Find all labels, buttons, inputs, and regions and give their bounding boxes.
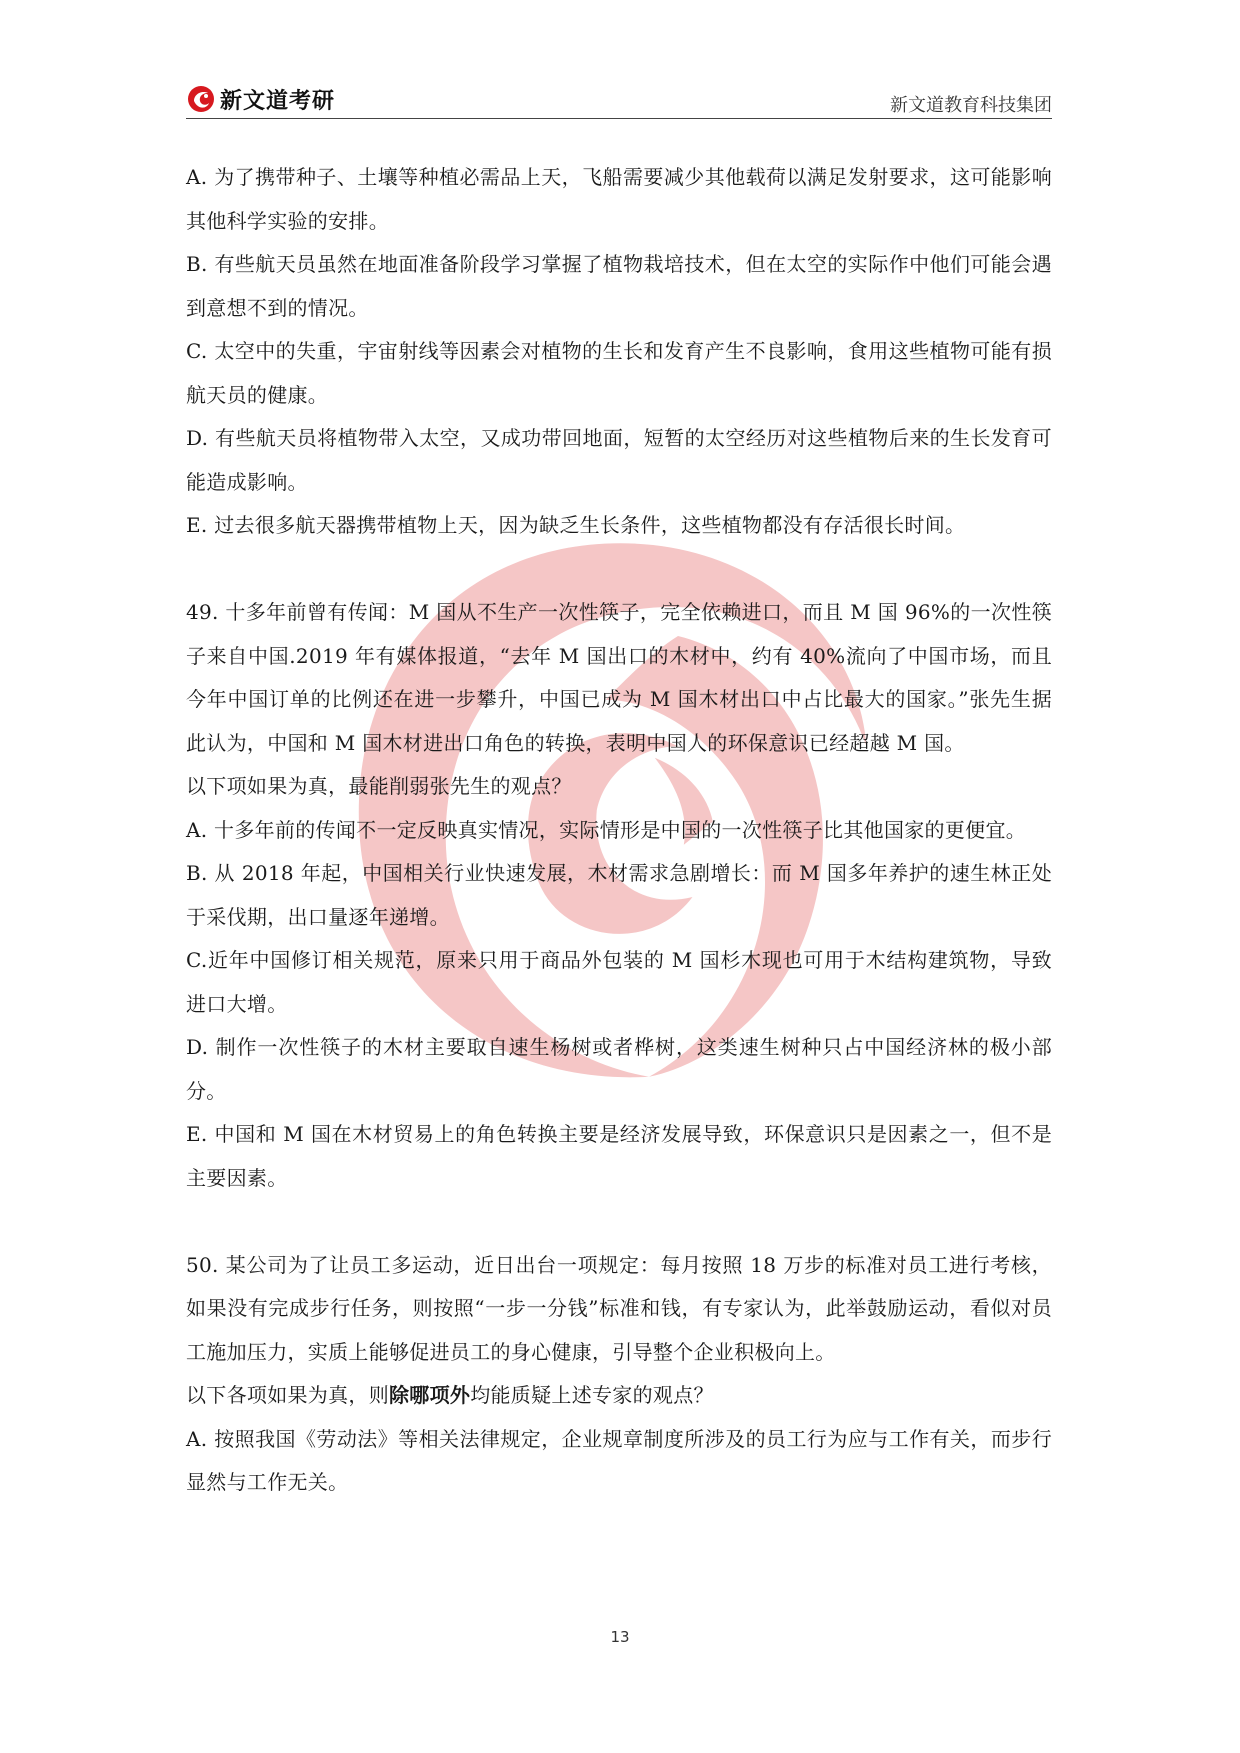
q48-option-e: E. 过去很多航天器携带植物上天，因为缺乏生长条件，这些植物都没有存活很长时间。: [186, 513, 966, 537]
q48-option-c: C. 太空中的失重，宇宙射线等因素会对植物的生长和发育产生不良影响，食用这些植物可能有损航天员的健康。: [186, 339, 1052, 407]
company-name: 新文道教育科技集团: [890, 95, 1052, 116]
q48-option-b: B. 有些航天员虽然在地面准备阶段学习掌握了植物栽培技术，但在太空的实际作中他们可能会遇到意想不到的情况。: [186, 252, 1052, 320]
page-number: 13: [610, 1628, 630, 1646]
q49-stem: 49. 十多年前曾有传闻：M 国从不生产一次性筷子，完全依赖进口，而且 M 国 96%的一次性筷子来自中国.2019 年有媒体报道，“去年 M 国出口的木材中，约有 40%流向了中国市场，而且今年中国订单的比例还在进一步攀升，中国已成为 M 国木材出口中占比最大的国家。”张先生据此认为，中国和 M 国木材进出口角色的转换，表明中国人的环保意识已经超越 M 国。: [186, 600, 1052, 755]
q49-option-a: A. 十多年前的传闻不一定反映真实情况，实际情形是中国的一次性筷子比其他国家的更便宜。: [186, 817, 1027, 842]
page-header: [186, 80, 1052, 119]
q50-stem: 50. 某公司为了让员工多运动，近日出台一项规定：每月按照 18 万步的标准对员工进行考核，如果没有完成步行任务，则按照“一步一分钱”标准和钱，有专家认为，此举鼓励运动，看似对员工施加压力，实质上能够促进员工的身心健康，引导整个企业积极向上。: [186, 1252, 1052, 1364]
phoenix-logo-icon: [186, 84, 216, 114]
q49-option-b: B. 从 2018 年起，中国相关行业快速发展，木材需求急剧增长：而 M 国多年养护的速生林正处于采伐期，出口量逐年递增。: [186, 861, 1052, 929]
page-content: [186, 156, 1052, 1505]
q50-question-post: 均能质疑上述专家的观点？: [470, 1383, 714, 1407]
q49-question: 以下项如果为真，最能削弱张先生的观点？: [186, 774, 572, 798]
q50-question: [186, 1374, 1052, 1418]
q50-option-a: A. 按照我国《劳动法》等相关法律规定，企业规章制度所涉及的员工行为应与工作有关，而步行显然与工作无关。: [186, 1426, 1052, 1494]
q49-option-c: C.近年中国修订相关规范，原来只用于商品外包装的 M 国杉木现也可用于木结构建筑物，导致进口大增。: [186, 948, 1052, 1016]
logo-text: 新文道考研: [220, 88, 336, 114]
logo: [186, 84, 335, 114]
q49-option-e: E. 中国和 M 国在木材贸易上的角色转换主要是经济发展导致，环保意识只是因素之一，但不是主要因素。: [186, 1122, 1052, 1190]
q48-option-a: A. 为了携带种子、土壤等种植必需品上天，飞船需要减少其他载荷以满足发射要求，这可能影响其他科学实验的安排。: [186, 165, 1052, 233]
q49-option-d: D. 制作一次性筷子的木材主要取自速生杨树或者桦树，这类速生树种只占中国经济林的极小部分。: [186, 1035, 1052, 1103]
q50-question-pre: 以下各项如果为真，则: [186, 1383, 389, 1407]
q50-question-bold: 除哪项外: [389, 1383, 471, 1407]
q48-option-d: D. 有些航天员将植物带入太空，又成功带回地面，短暂的太空经历对这些植物后来的生长发育可能造成影响。: [186, 426, 1052, 494]
